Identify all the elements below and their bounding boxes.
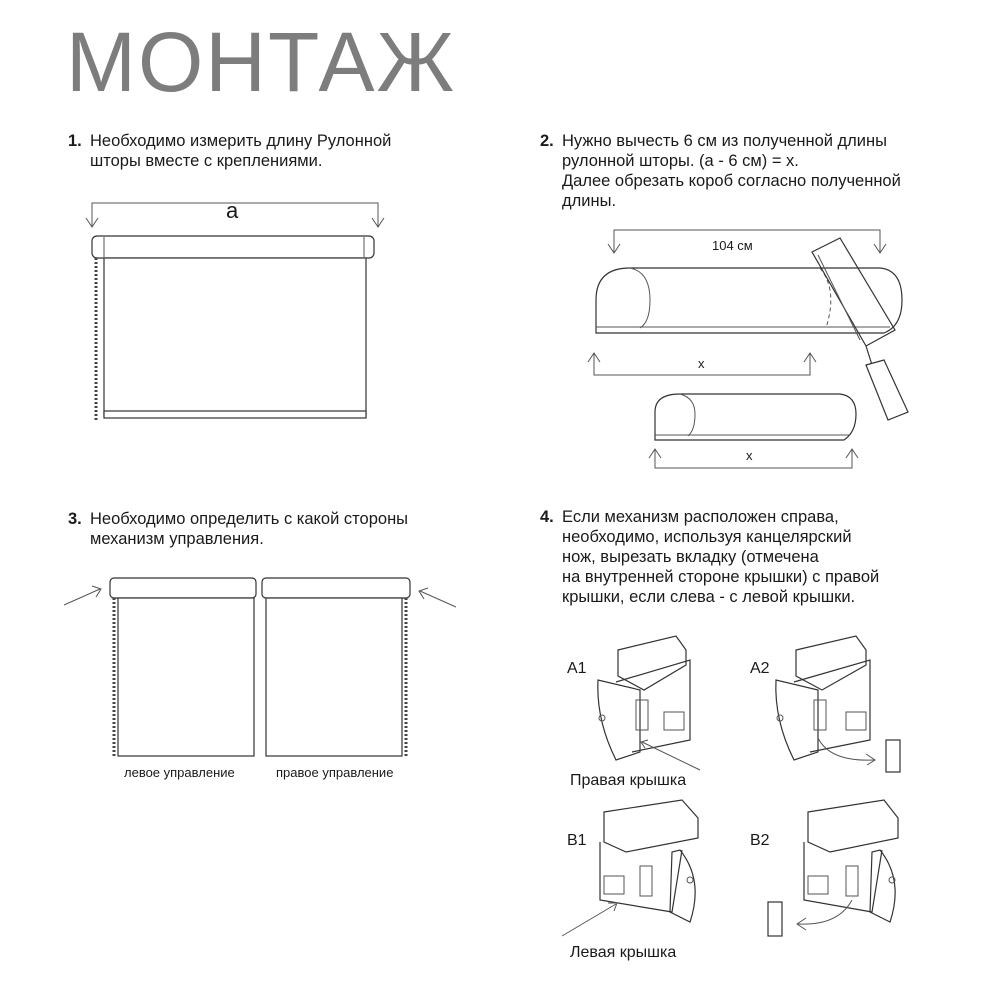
step-3-line-2: механизм управления.	[90, 530, 264, 548]
cap-a2-illustration	[776, 636, 900, 772]
cap-a1-label: A1	[567, 660, 587, 677]
step-3-control-illustration	[64, 578, 456, 758]
step-1-line-1: Необходимо измерить длину Рулонной	[90, 132, 392, 150]
measure-a-label: a	[226, 198, 239, 223]
cap-b2-label: B2	[750, 832, 770, 849]
cap-b1-illustration	[562, 800, 698, 936]
step-1-line-2: шторы вместе с креплениями.	[90, 152, 323, 170]
long-cassette	[596, 268, 902, 333]
left-blind-cassette	[110, 578, 256, 598]
left-control-label: левое управление	[124, 765, 235, 780]
cap-a1-illustration	[598, 636, 700, 770]
step-3-line-1: Необходимо определить с какой стороны	[90, 510, 409, 528]
step-2-line-1: Нужно вычесть 6 см из полученной длины	[562, 132, 887, 150]
step-4-line-3: нож, вырезать вкладку (отмечена	[562, 548, 819, 566]
cap-a1-pointer	[642, 742, 700, 770]
cap-a2-cutout-tab	[886, 740, 900, 772]
cap-a2-label: A2	[750, 660, 770, 677]
step-2-number: 2.	[540, 132, 554, 150]
measure-x-bottom-bracket	[655, 450, 852, 468]
cap-b2-illustration	[768, 800, 898, 936]
step-2-line-2: рулонной шторы. (a - 6 см) = x.	[562, 152, 799, 170]
right-control-arrow	[420, 591, 456, 607]
right-blind-fabric	[266, 598, 402, 756]
right-blind-cassette	[262, 578, 410, 598]
cap-b1-label: B1	[567, 832, 587, 849]
step-2-line-4: длины.	[562, 192, 617, 210]
measure-104-label: 104 см	[712, 238, 753, 253]
step-1-cassette	[92, 236, 374, 258]
step-4-number: 4.	[540, 508, 554, 526]
step-1-blind-illustration	[86, 203, 384, 420]
cap-b1-pointer	[562, 904, 616, 936]
right-cap-label: Правая крышка	[570, 772, 687, 789]
step-4-line-2: необходимо, используя канцелярский	[562, 528, 852, 546]
measure-x-bottom-label: x	[746, 448, 753, 463]
step-1-bottom-bar	[104, 411, 366, 418]
page-title: МОНТАЖ	[66, 15, 457, 109]
short-cassette	[655, 394, 856, 440]
step-3-number: 3.	[68, 510, 82, 528]
left-control-arrow	[64, 589, 100, 605]
cap-b2-cutout-tab	[768, 902, 782, 936]
step-2-line-3: Далее обрезать короб согласно полученной	[562, 172, 901, 190]
right-control-label: правое управление	[276, 765, 394, 780]
step-1-fabric	[104, 258, 366, 416]
step-4-line-4: на внутренней стороне крышки) с правой	[562, 568, 880, 586]
step-4-line-1: Если механизм расположен справа,	[562, 508, 839, 526]
hacksaw-handle	[866, 360, 908, 420]
left-cap-label: Левая крышка	[570, 944, 677, 961]
left-blind-fabric	[118, 598, 254, 756]
step-1-number: 1.	[68, 132, 82, 150]
step-2-cutting-illustration	[588, 230, 908, 468]
step-4-line-5: крышки, если слева - с левой крышки.	[562, 588, 856, 606]
measure-x-top-label: x	[698, 356, 705, 371]
